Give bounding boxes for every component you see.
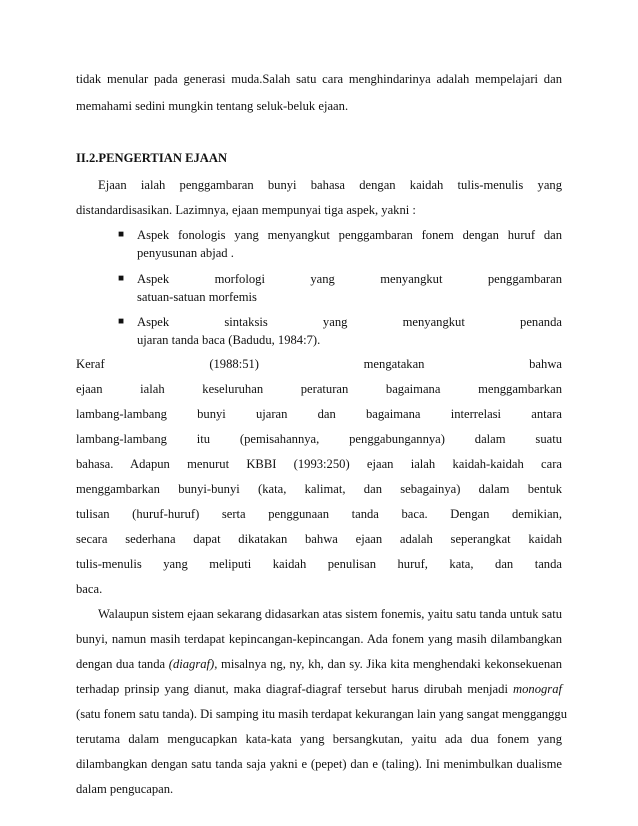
bullet-icon: ■: [118, 273, 125, 284]
bullet-line: satuan-satuan morfemis: [137, 290, 257, 304]
paragraph-line: tulis-menulis yang meliputi kaidah penulisan huruf, kata, dan tanda: [76, 557, 562, 571]
paragraph-line: lambang-lambang bunyi ujaran dan bagaimana interrelasi antara: [76, 407, 562, 421]
section-heading: II.2.PENGERTIAN EJAAN: [76, 151, 228, 165]
paragraph-line: (satu fonem satu tanda). Di samping itu masih terdapat kekurangan lain yang sangat mengganggu: [76, 707, 568, 721]
bullet-line: penyusunan abjad .: [137, 246, 234, 260]
paragraph-line: dilambangkan dengan satu tanda saja yakni e (pepet) dan e (taling). Ini menimbulkan dualisme: [76, 757, 562, 771]
bullet-icon: ■: [118, 316, 125, 327]
paragraph-line: secara sederhana dapat dikatakan bahwa ejaan adalah seperangkat kaidah: [76, 532, 562, 546]
paragraph-line: menggambarkan bunyi-bunyi (kata, kalimat, dan sebagainya) dalam bentuk: [76, 482, 562, 496]
paragraph-line: terutama dalam mengucapkan kata-kata yang bersangkutan, yaitu ada dua fonem yang: [76, 732, 562, 746]
text-segment: dengan dua tanda: [76, 657, 169, 671]
paragraph-line: bunyi, namun masih terdapat kepincangan-kepincangan. Ada fonem yang masih dilambangkan: [76, 632, 562, 646]
paragraph-line: baca.: [76, 582, 103, 596]
paragraph-line: memahami sedini mungkin tentang seluk-beluk ejaan.: [76, 99, 349, 113]
paragraph-line: lambang-lambang itu (pemisahannya, penggabungannya) dalam suatu: [76, 432, 562, 446]
text-segment: terhadap prinsip yang dianut, maka diagraf-diagraf tersebut harus dirubah menjadi: [76, 682, 514, 696]
paragraph-line: bahasa. Adapun menurut KBBI (1993:250) ejaan ialah kaidah-kaidah cara: [76, 457, 562, 471]
italic-term: monograf: [513, 682, 562, 696]
paragraph-line: Ejaan ialah penggambaran bunyi bahasa dengan kaidah tulis-menulis yang: [98, 178, 562, 192]
bullet-icon: ■: [118, 229, 125, 240]
paragraph-line: dalam pengucapan.: [76, 782, 174, 796]
paragraph-line: [76, 656, 562, 672]
bullet-line: Aspek sintaksis yang menyangkut penanda: [137, 315, 562, 329]
paragraph-line: Walaupun sistem ejaan sekarang didasarkan atas sistem fonemis, yaitu satu tanda untuk satu: [98, 607, 562, 621]
paragraph-line: ejaan ialah keseluruhan peraturan bagaimana menggambarkan: [76, 382, 562, 396]
bullet-line: Aspek fonologis yang menyangkut penggambaran fonem dengan huruf dan: [137, 228, 562, 242]
bullet-line: ujaran tanda baca (Badudu, 1984:7).: [137, 333, 321, 347]
paragraph-line: distandardisasikan. Lazimnya, ejaan mempunyai tiga aspek, yakni :: [76, 203, 416, 217]
paragraph-line: [76, 681, 562, 697]
paragraph-line: tulisan (huruf-huruf) serta penggunaan tanda baca. Dengan demikian,: [76, 507, 562, 521]
italic-term: (diagraf): [168, 657, 215, 671]
bullet-line: Aspek morfologi yang menyangkut penggambaran: [137, 272, 562, 286]
paragraph-line: Keraf (1988:51) mengatakan bahwa: [76, 357, 562, 371]
paragraph-line: tidak menular pada generasi muda.Salah satu cara menghindarinya adalah mempelajari dan: [76, 72, 562, 86]
text-segment: , misalnya ng, ny, kh, dan sy. Jika kita menghendaki kekonsekuenan: [214, 657, 562, 671]
